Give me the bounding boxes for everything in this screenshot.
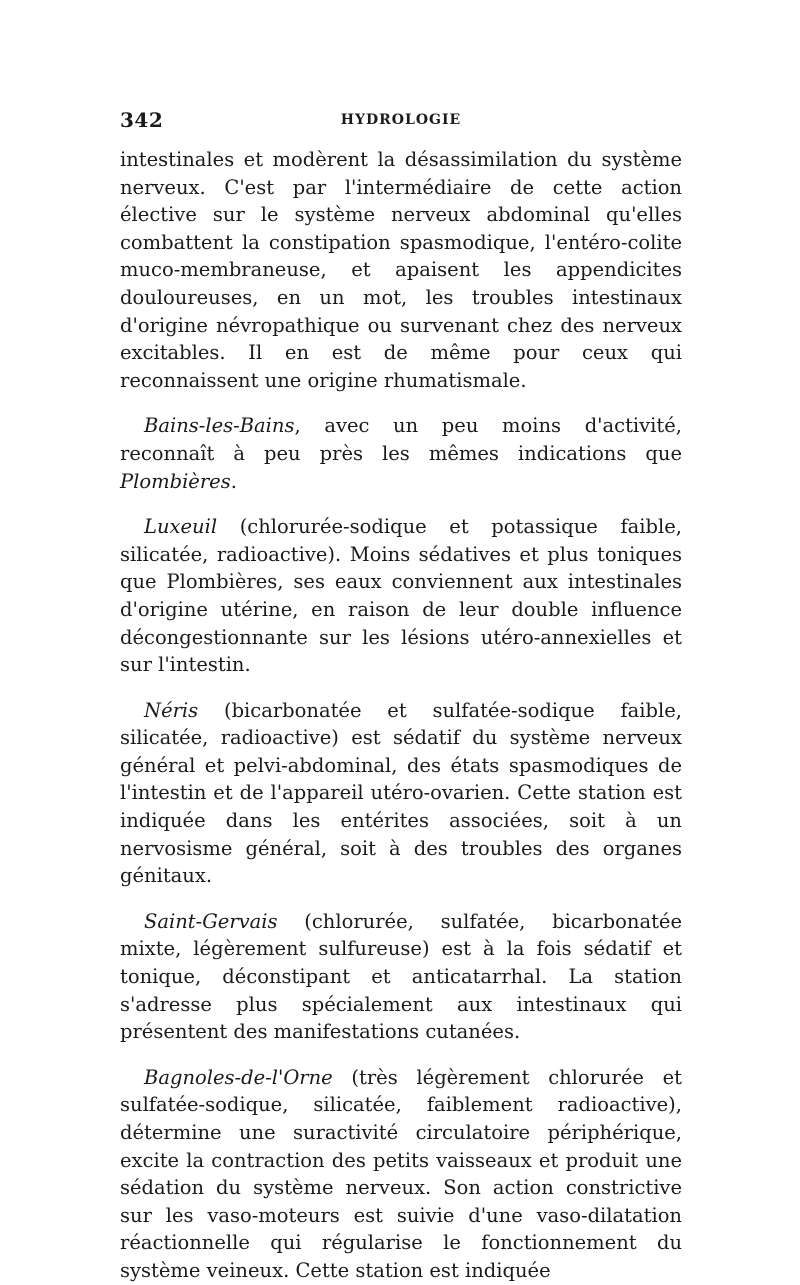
paragraph-text: , avec un peu moins d'activité, reconnaît à peu près les mêmes indications que — [120, 414, 682, 465]
book-page — [120, 108, 682, 1285]
paragraph-continuation — [120, 146, 682, 394]
place-name: Saint-Gervais — [144, 909, 278, 933]
place-name: Néris — [144, 698, 199, 722]
body-text — [120, 146, 682, 1285]
paragraph-text: . — [230, 469, 237, 493]
place-name: Bains-les-Bains — [144, 414, 295, 438]
place-name: Luxeuil — [144, 515, 218, 539]
paragraph-text: (très légèrement chlorurée et sulfatée-sodique, silicatée, faiblement radioactive), détermine une suractivité circulatoire périphérique, excite la contraction des petits vaisseaux et produit une sédation du système nerveux. Son action constrictive sur les vaso-moteurs est suivie d'une vaso-dilatation réactionnelle qui régularise le fonctionnement du système veineux. Cette station est indiquée — [120, 1065, 682, 1282]
paragraph-bagnoles-de-l-orne — [120, 1064, 682, 1285]
paragraph-bains-les-bains — [120, 412, 682, 495]
paragraph-saint-gervais — [120, 908, 682, 1046]
paragraph-text: (bicarbonatée et sulfatée-sodique faible, silicatée, radioactive) est sédatif du système nerveux général et pelvi-abdominal, des états spasmodiques de l'intestin et de l'appareil utéro-ovarien. Cette station est indiquée dans les entérites associées, soit à un nervosisme général, soit à des troubles des organes génitaux. — [120, 698, 682, 888]
paragraph-text: (chlorurée-sodique et potassique faible, silicatée, radioactive). Moins sédatives et plus toniques que Plombières, ses eaux conviennent aux intestinales d'origine utérine, en raison de leur double influence décongestionnante sur les lésions utéro-annexielles et sur l'intestin. — [120, 515, 682, 677]
paragraph-neris — [120, 697, 682, 890]
paragraph-luxeuil — [120, 513, 682, 679]
place-name: Bagnoles-de-l'Orne — [144, 1065, 333, 1089]
page-number: 342 — [120, 108, 164, 132]
page-header — [120, 108, 682, 138]
place-name: Plombières — [120, 469, 231, 493]
paragraph-text: (chlorurée, sulfatée, bicarbonatée mixte, légèrement sulfureuse) est à la fois sédatif et tonique, déconstipant et anticatarrhal. La station s'adresse plus spécialement aux intestinaux qui présentent des manifestations cutanées. — [120, 909, 682, 1044]
paragraph-text: intestinales et modèrent la désassimilation du système nerveux. C'est par l'intermédiaire de cette action élective sur le système nerveux abdominal qu'elles combattent la constipation spasmodique, l'entéro-colite muco-membraneuse, et apaisent les appendicites douloureuses, en un mot, les troubles intestinaux d'origine névropathique ou survenant chez des nerveux excitables. Il en est de même pour ceux qui reconnaissent une origine rhumatismale. — [120, 148, 682, 392]
running-title: HYDROLOGIE — [340, 112, 462, 128]
